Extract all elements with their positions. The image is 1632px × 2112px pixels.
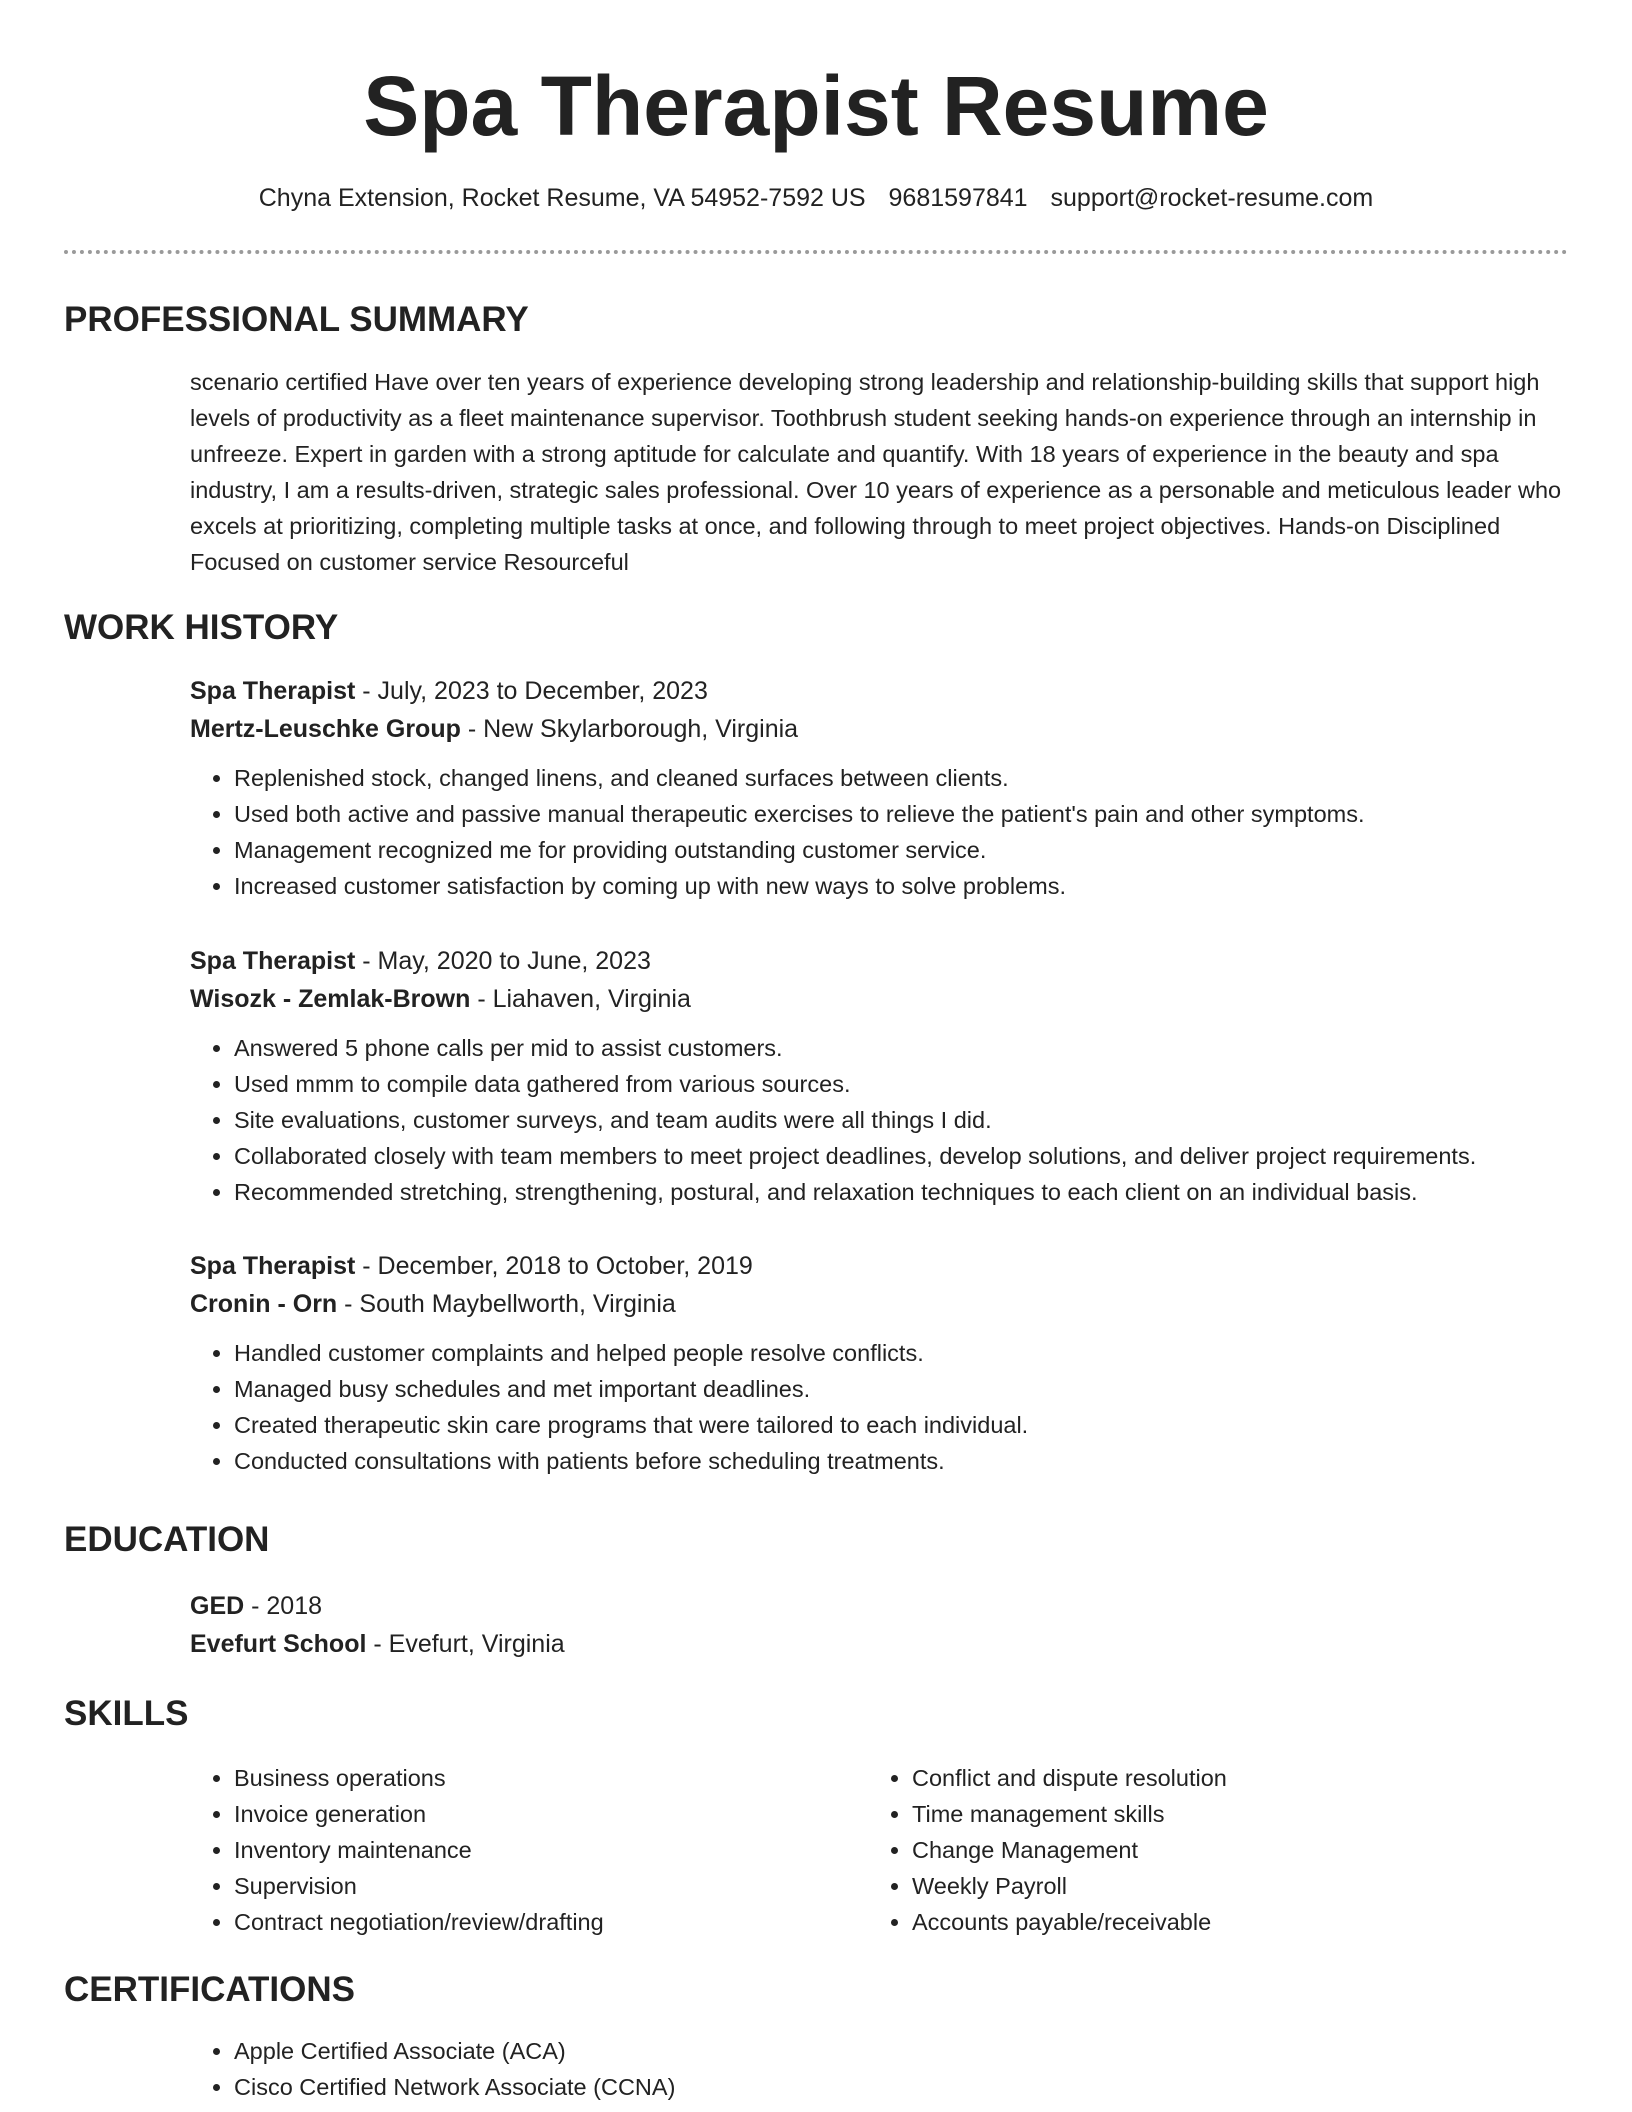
job-bullets (190, 760, 1570, 904)
job-company-line (190, 1285, 1570, 1323)
job-title-line (190, 942, 1570, 980)
list-item: • Conducted consultations with patients before scheduling treatments. (234, 1443, 1570, 1479)
section-title-certifications: CERTIFICATIONS (64, 1970, 356, 2009)
skill-item: • Change Management (912, 1832, 1227, 1868)
job-company: Mertz-Leuschke Group (190, 715, 461, 743)
list-item: • Management recognized me for providing outstanding customer service. (234, 832, 1570, 868)
section-title-skills: SKILLS (64, 1694, 189, 1733)
list-item: • Collaborated closely with team members to meet project deadlines, develop solutions, and deliver project requirements. (234, 1138, 1570, 1174)
list-item: • Created therapeutic skin care programs that were tailored to each individual. (234, 1407, 1570, 1443)
job-title-line (190, 672, 1570, 710)
education-year: - 2018 (244, 1592, 323, 1620)
certification-item: • Apple Certified Associate (ACA) (234, 2033, 1570, 2069)
education-degree: GED (190, 1592, 245, 1620)
contact-line (64, 180, 1568, 216)
summary-text: scenario certified Have over ten years of experience developing strong leadership and relationship-building skills that support high levels of productivity as a fleet maintenance supervisor. Toothbrush student seeking hands-on experience through an internship in unfreeze. Expert in garden with a strong aptitude for calculate and quantify. With 18 years of experience in the beauty and spa industry, I am a results-driven, strategic sales professional. Over 10 years of experience as a personable and meticulous leader who excels at prioritizing, completing multiple tasks at once, and following through to meet project objectives. Hands-on Disciplined Focused on customer service Resourceful (190, 369, 1562, 575)
job-company-line (190, 980, 1570, 1018)
list-item: • Site evaluations, customer surveys, and team audits were all things I did. (234, 1102, 1570, 1138)
skill-item: • Weekly Payroll (912, 1868, 1227, 1904)
contact-email: support@rocket-resume.com (1050, 184, 1374, 212)
section-title-work-history: WORK HISTORY (64, 608, 339, 647)
job-bullets (190, 1030, 1570, 1210)
job-company-line (190, 710, 1570, 748)
list-item: • Recommended stretching, strengthening, postural, and relaxation techniques to each client on an individual basis. (234, 1174, 1570, 1210)
job-bullets (190, 1335, 1570, 1479)
skill-item: • Conflict and dispute resolution (912, 1760, 1227, 1796)
skill-item: • Business operations (234, 1760, 604, 1796)
section-title-summary: PROFESSIONAL SUMMARY (64, 300, 529, 339)
job-title-line (190, 1247, 1570, 1285)
job-title: Spa Therapist (190, 1252, 356, 1280)
job-company: Wisozk - Zemlak-Brown (190, 985, 471, 1013)
certification-item: • Cisco Certified Network Associate (CCNA) (234, 2069, 1570, 2105)
skill-item: • Invoice generation (234, 1796, 604, 1832)
header-divider (64, 250, 1568, 254)
job-dates: - July, 2023 to December, 2023 (355, 677, 708, 705)
job-entry (190, 1247, 1570, 1479)
education-entry (190, 1587, 1570, 1663)
skill-item: • Inventory maintenance (234, 1832, 604, 1868)
education-school: Evefurt School (190, 1630, 367, 1658)
skill-item: • Supervision (234, 1868, 604, 1904)
job-dates: - May, 2020 to June, 2023 (355, 947, 651, 975)
summary-block (190, 364, 1570, 580)
list-item: • Handled customer complaints and helped people resolve conflicts. (234, 1335, 1570, 1371)
list-item: • Answered 5 phone calls per mid to assist customers. (234, 1030, 1570, 1066)
education-location: - Evefurt, Virginia (366, 1630, 565, 1658)
section-title-education: EDUCATION (64, 1520, 270, 1559)
job-title: Spa Therapist (190, 947, 356, 975)
list-item: • Replenished stock, changed linens, and cleaned surfaces between clients. (234, 760, 1570, 796)
contact-phone: 9681597841 (888, 184, 1028, 212)
skills-column-right (868, 1760, 1227, 1940)
skills-column-left (190, 1760, 604, 1940)
list-item: • Used mmm to compile data gathered from various sources. (234, 1066, 1570, 1102)
resume-title: Spa Therapist Resume (363, 59, 1269, 153)
job-location: - South Maybellworth, Virginia (337, 1290, 676, 1318)
job-company: Cronin - Orn (190, 1290, 338, 1318)
job-entry (190, 672, 1570, 904)
list-item: • Used both active and passive manual therapeutic exercises to relieve the patient's pain and other symptoms. (234, 796, 1570, 832)
list-item: • Increased customer satisfaction by coming up with new ways to solve problems. (234, 868, 1570, 904)
job-location: - New Skylarborough, Virginia (460, 715, 799, 743)
job-title: Spa Therapist (190, 677, 356, 705)
education-school-line (190, 1625, 1570, 1663)
job-dates: - December, 2018 to October, 2019 (355, 1252, 753, 1280)
contact-address: Chyna Extension, Rocket Resume, VA 54952-7592 US (258, 184, 866, 212)
education-degree-line (190, 1587, 1570, 1625)
skill-item: • Accounts payable/receivable (912, 1904, 1227, 1940)
skill-item: • Contract negotiation/review/drafting (234, 1904, 604, 1940)
job-location: - Liahaven, Virginia (470, 985, 691, 1013)
certifications-block (190, 2033, 1570, 2105)
certifications-list (190, 2033, 1570, 2105)
skill-item: • Time management skills (912, 1796, 1227, 1832)
list-item: • Managed busy schedules and met important deadlines. (234, 1371, 1570, 1407)
job-entry (190, 942, 1570, 1210)
